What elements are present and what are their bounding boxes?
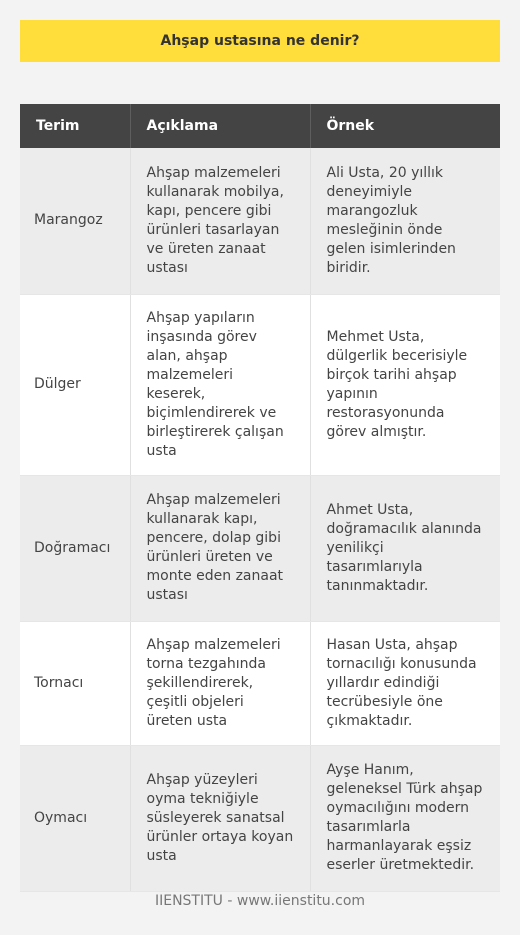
example-cell: Ahmet Usta, doğramacılık alanında yenilikçi tasarımlarıyla tanınmaktadır. bbox=[310, 475, 500, 621]
description-cell: Ahşap malzemeleri kullanarak mobilya, kapı, pencere gibi ürünleri tasarlayan ve üreten zanaat ustası bbox=[130, 148, 310, 294]
column-header-term: Terim bbox=[20, 104, 130, 148]
table-header-row bbox=[20, 104, 500, 148]
table-row bbox=[20, 621, 500, 745]
term-cell: Oymacı bbox=[20, 745, 130, 891]
description-cell: Ahşap yapıların inşasında görev alan, ahşap malzemeleri keserek, biçimlendirerek ve birleştirerek çalışan usta bbox=[130, 294, 310, 475]
table-row bbox=[20, 294, 500, 475]
example-cell: Ali Usta, 20 yıllık deneyimiyle marangozluk mesleğinin önde gelen isimlerinden biridir. bbox=[310, 148, 500, 294]
table-row bbox=[20, 148, 500, 294]
term-cell: Tornacı bbox=[20, 621, 130, 745]
term-cell: Dülger bbox=[20, 294, 130, 475]
example-cell: Mehmet Usta, dülgerlik becerisiyle birçok tarihi ahşap yapının restorasyonunda görev almıştır. bbox=[310, 294, 500, 475]
footer-brand: IIENSTITU - www.iienstitu.com bbox=[154, 893, 366, 909]
description-cell: Ahşap yüzeyleri oyma tekniğiyle süsleyerek sanatsal ürünler ortaya koyan usta bbox=[130, 745, 310, 891]
term-cell: Doğramacı bbox=[20, 475, 130, 621]
example-cell: Ayşe Hanım, geleneksel Türk ahşap oymacılığını modern tasarımlarla harmanlayarak eşsiz eserler üretmektedir. bbox=[310, 745, 500, 891]
description-cell: Ahşap malzemeleri kullanarak kapı, pencere, dolap gibi ürünleri üreten ve monte eden zanaat ustası bbox=[130, 475, 310, 621]
example-cell: Hasan Usta, ahşap tornacılığı konusunda yıllardır edindiği tecrübesiyle öne çıkmaktadır. bbox=[310, 621, 500, 745]
description-cell: Ahşap malzemeleri torna tezgahında şekillendirerek, çeşitli objeleri üreten usta bbox=[130, 621, 310, 745]
table-row bbox=[20, 475, 500, 621]
terms-table bbox=[20, 104, 500, 892]
term-cell: Marangoz bbox=[20, 148, 130, 294]
column-header-description: Açıklama bbox=[130, 104, 310, 148]
table-row bbox=[20, 745, 500, 891]
page-title: Ahşap ustasına ne denir? bbox=[20, 20, 500, 62]
column-header-example: Örnek bbox=[310, 104, 500, 148]
